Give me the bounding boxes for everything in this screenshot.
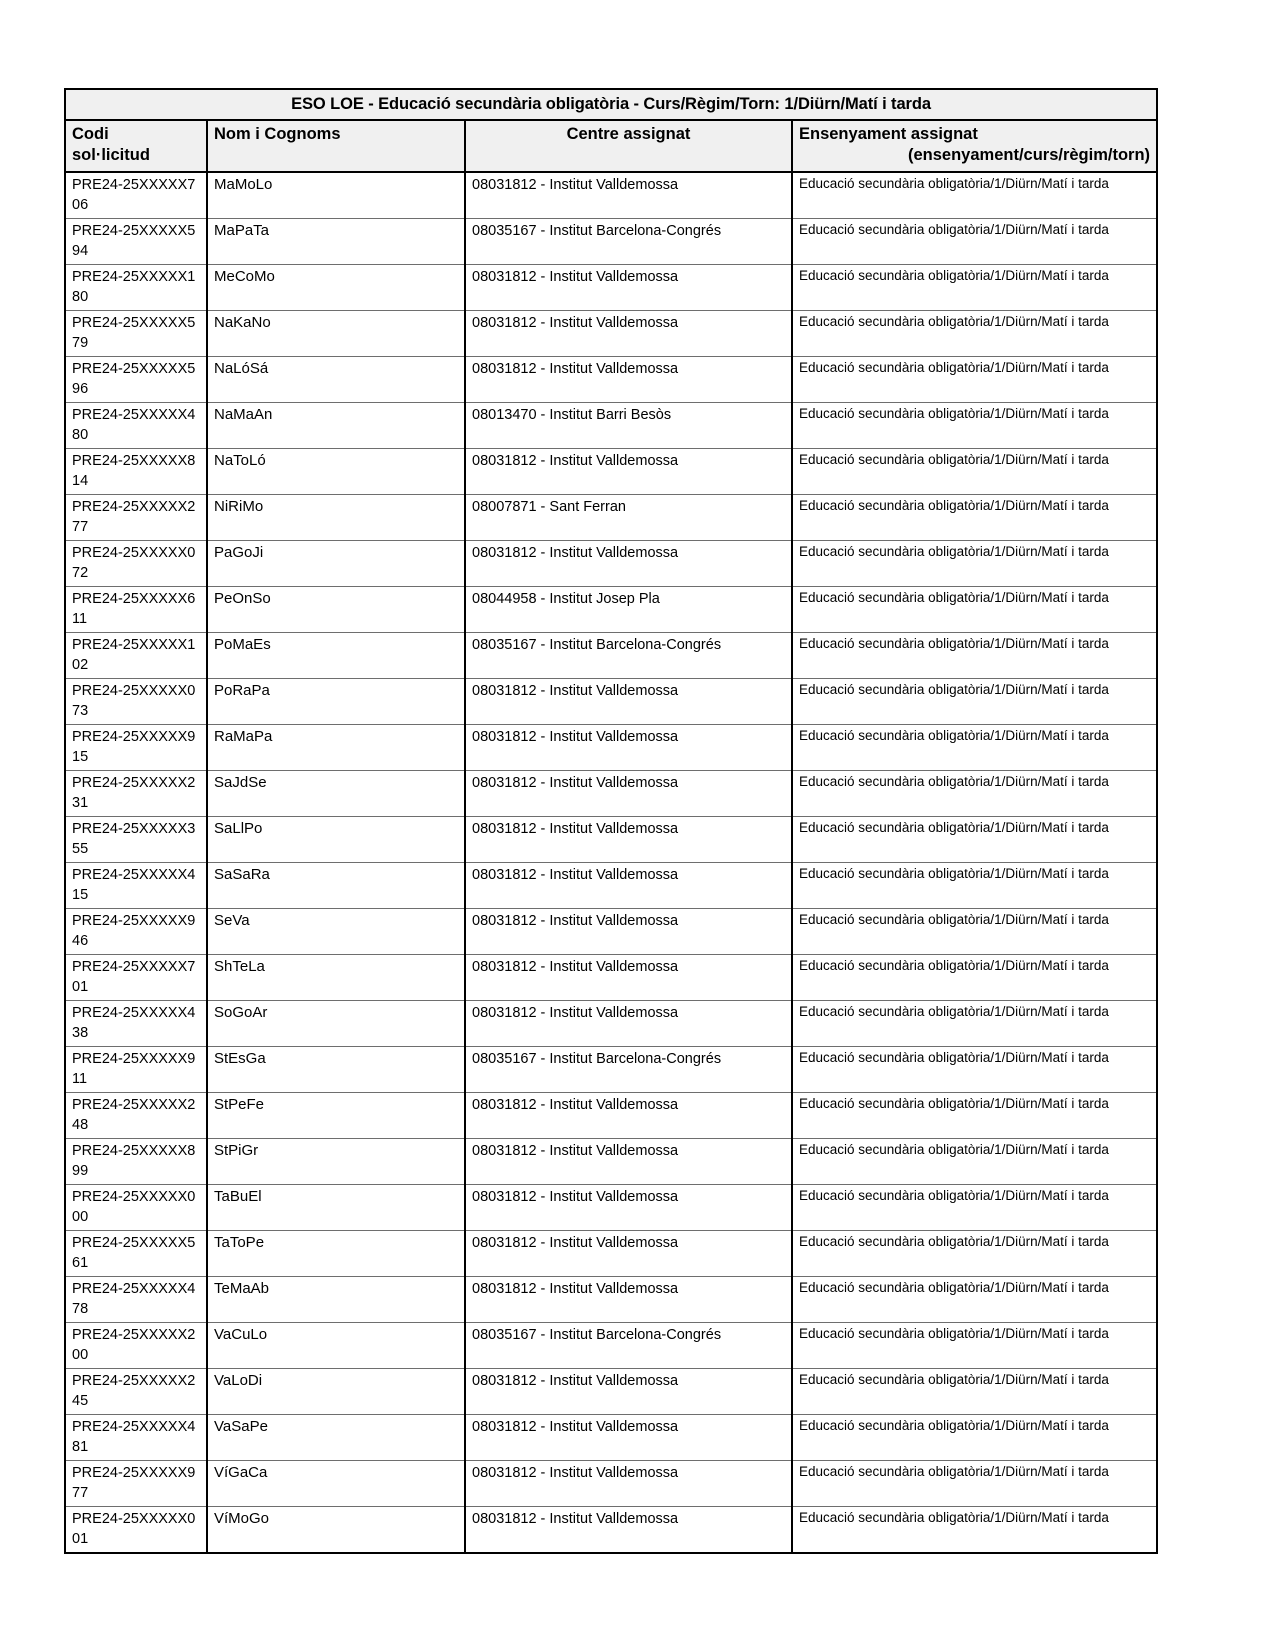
table-row [65, 1139, 1157, 1185]
cell-nom-cognoms: VaLoDi [207, 1369, 465, 1415]
cell-codi-solicitud: PRE24-25XXXXX480 [65, 403, 207, 449]
cell-centre-assignat: 08044958 - Institut Josep Pla [465, 587, 792, 633]
cell-centre-assignat: 08031812 - Institut Valldemossa [465, 265, 792, 311]
cell-centre-assignat: 08035167 - Institut Barcelona-Congrés [465, 1047, 792, 1093]
table-row [65, 587, 1157, 633]
cell-centre-assignat: 08031812 - Institut Valldemossa [465, 1185, 792, 1231]
table-row [65, 449, 1157, 495]
cell-centre-assignat: 08031812 - Institut Valldemossa [465, 1507, 792, 1554]
cell-centre-assignat: 08031812 - Institut Valldemossa [465, 863, 792, 909]
cell-codi-solicitud: PRE24-25XXXXX814 [65, 449, 207, 495]
cell-centre-assignat: 08031812 - Institut Valldemossa [465, 909, 792, 955]
cell-codi-solicitud: PRE24-25XXXXX899 [65, 1139, 207, 1185]
cell-codi-solicitud: PRE24-25XXXXX180 [65, 265, 207, 311]
column-header-codi-solicitud [65, 120, 207, 172]
table-row [65, 863, 1157, 909]
table-row [65, 725, 1157, 771]
table-row [65, 541, 1157, 587]
table-row [65, 1277, 1157, 1323]
cell-nom-cognoms: SaJdSe [207, 771, 465, 817]
cell-ensenyament-assignat: Educació secundària obligatòria/1/Diürn/Matí i tarda [792, 172, 1157, 219]
cell-nom-cognoms: SaSaRa [207, 863, 465, 909]
cell-centre-assignat: 08013470 - Institut Barri Besòs [465, 403, 792, 449]
table-row [65, 357, 1157, 403]
cell-codi-solicitud: PRE24-25XXXXX478 [65, 1277, 207, 1323]
cell-codi-solicitud: PRE24-25XXXXX072 [65, 541, 207, 587]
cell-codi-solicitud: PRE24-25XXXXX481 [65, 1415, 207, 1461]
table-row [65, 1415, 1157, 1461]
cell-nom-cognoms: NaLóSá [207, 357, 465, 403]
table-body [65, 172, 1157, 1553]
cell-ensenyament-assignat: Educació secundària obligatòria/1/Diürn/Matí i tarda [792, 587, 1157, 633]
cell-ensenyament-assignat: Educació secundària obligatòria/1/Diürn/Matí i tarda [792, 1369, 1157, 1415]
cell-nom-cognoms: TeMaAb [207, 1277, 465, 1323]
cell-ensenyament-assignat: Educació secundària obligatòria/1/Diürn/Matí i tarda [792, 449, 1157, 495]
cell-centre-assignat: 08031812 - Institut Valldemossa [465, 172, 792, 219]
cell-ensenyament-assignat: Educació secundària obligatòria/1/Diürn/Matí i tarda [792, 679, 1157, 725]
table-row [65, 679, 1157, 725]
cell-ensenyament-assignat: Educació secundària obligatòria/1/Diürn/Matí i tarda [792, 1185, 1157, 1231]
cell-centre-assignat: 08031812 - Institut Valldemossa [465, 679, 792, 725]
cell-centre-assignat: 08031812 - Institut Valldemossa [465, 1369, 792, 1415]
cell-nom-cognoms: TaBuEl [207, 1185, 465, 1231]
cell-ensenyament-assignat: Educació secundària obligatòria/1/Diürn/Matí i tarda [792, 265, 1157, 311]
cell-codi-solicitud: PRE24-25XXXXX248 [65, 1093, 207, 1139]
cell-ensenyament-assignat: Educació secundària obligatòria/1/Diürn/Matí i tarda [792, 311, 1157, 357]
cell-codi-solicitud: PRE24-25XXXXX701 [65, 955, 207, 1001]
cell-codi-solicitud: PRE24-25XXXXX977 [65, 1461, 207, 1507]
ense-header-line1: Ensenyament assignat [799, 125, 978, 144]
table-row [65, 1231, 1157, 1277]
cell-codi-solicitud: PRE24-25XXXXX594 [65, 219, 207, 265]
title-row [65, 89, 1157, 120]
cell-codi-solicitud: PRE24-25XXXXX001 [65, 1507, 207, 1554]
table-header [65, 89, 1157, 172]
cell-centre-assignat: 08031812 - Institut Valldemossa [465, 817, 792, 863]
table-row [65, 311, 1157, 357]
cell-centre-assignat: 08031812 - Institut Valldemossa [465, 1093, 792, 1139]
cell-centre-assignat: 08031812 - Institut Valldemossa [465, 541, 792, 587]
cell-ensenyament-assignat: Educació secundària obligatòria/1/Diürn/Matí i tarda [792, 1231, 1157, 1277]
cell-nom-cognoms: MaPaTa [207, 219, 465, 265]
column-header-row [65, 120, 1157, 172]
cell-ensenyament-assignat: Educació secundària obligatòria/1/Diürn/Matí i tarda [792, 1507, 1157, 1554]
table-row [65, 633, 1157, 679]
cell-codi-solicitud: PRE24-25XXXXX245 [65, 1369, 207, 1415]
table-row [65, 909, 1157, 955]
cell-ensenyament-assignat: Educació secundària obligatòria/1/Diürn/Matí i tarda [792, 1001, 1157, 1047]
cell-codi-solicitud: PRE24-25XXXXX611 [65, 587, 207, 633]
cell-codi-solicitud: PRE24-25XXXXX706 [65, 172, 207, 219]
cell-ensenyament-assignat: Educació secundària obligatòria/1/Diürn/Matí i tarda [792, 1093, 1157, 1139]
codi-header-line1: Codi [72, 125, 109, 144]
cell-centre-assignat: 08031812 - Institut Valldemossa [465, 1231, 792, 1277]
cell-centre-assignat: 08031812 - Institut Valldemossa [465, 1139, 792, 1185]
cell-ensenyament-assignat: Educació secundària obligatòria/1/Diürn/Matí i tarda [792, 357, 1157, 403]
cell-ensenyament-assignat: Educació secundària obligatòria/1/Diürn/Matí i tarda [792, 219, 1157, 265]
cell-nom-cognoms: StEsGa [207, 1047, 465, 1093]
table-row [65, 1047, 1157, 1093]
cell-centre-assignat: 08035167 - Institut Barcelona-Congrés [465, 1323, 792, 1369]
cell-ensenyament-assignat: Educació secundària obligatòria/1/Diürn/Matí i tarda [792, 955, 1157, 1001]
cell-centre-assignat: 08031812 - Institut Valldemossa [465, 1001, 792, 1047]
cell-nom-cognoms: SaLlPo [207, 817, 465, 863]
cell-nom-cognoms: MeCoMo [207, 265, 465, 311]
cell-ensenyament-assignat: Educació secundària obligatòria/1/Diürn/Matí i tarda [792, 863, 1157, 909]
ense-header-line2: (ensenyament/curs/règim/torn) [907, 145, 1151, 164]
cell-nom-cognoms: NaToLó [207, 449, 465, 495]
table-row [65, 265, 1157, 311]
cell-nom-cognoms: NaKaNo [207, 311, 465, 357]
cell-ensenyament-assignat: Educació secundària obligatòria/1/Diürn/Matí i tarda [792, 495, 1157, 541]
cell-ensenyament-assignat: Educació secundària obligatòria/1/Diürn/Matí i tarda [792, 633, 1157, 679]
cell-nom-cognoms: NiRiMo [207, 495, 465, 541]
cell-nom-cognoms: PoRaPa [207, 679, 465, 725]
cell-codi-solicitud: PRE24-25XXXXX073 [65, 679, 207, 725]
cell-codi-solicitud: PRE24-25XXXXX438 [65, 1001, 207, 1047]
table-row [65, 495, 1157, 541]
cell-centre-assignat: 08031812 - Institut Valldemossa [465, 449, 792, 495]
cell-nom-cognoms: StPeFe [207, 1093, 465, 1139]
cell-nom-cognoms: SoGoAr [207, 1001, 465, 1047]
table-row [65, 1093, 1157, 1139]
cell-codi-solicitud: PRE24-25XXXXX911 [65, 1047, 207, 1093]
cell-codi-solicitud: PRE24-25XXXXX579 [65, 311, 207, 357]
cell-nom-cognoms: VíMoGo [207, 1507, 465, 1554]
cell-centre-assignat: 08031812 - Institut Valldemossa [465, 771, 792, 817]
cell-nom-cognoms: PoMaEs [207, 633, 465, 679]
cell-ensenyament-assignat: Educació secundària obligatòria/1/Diürn/Matí i tarda [792, 1277, 1157, 1323]
table-row [65, 1507, 1157, 1554]
cell-codi-solicitud: PRE24-25XXXXX200 [65, 1323, 207, 1369]
cell-centre-assignat: 08031812 - Institut Valldemossa [465, 311, 792, 357]
column-header-ensenyament-assignat [792, 120, 1157, 172]
cell-nom-cognoms: PeOnSo [207, 587, 465, 633]
cell-nom-cognoms: VaCuLo [207, 1323, 465, 1369]
cell-centre-assignat: 08007871 - Sant Ferran [465, 495, 792, 541]
cell-ensenyament-assignat: Educació secundària obligatòria/1/Diürn/Matí i tarda [792, 1415, 1157, 1461]
cell-centre-assignat: 08031812 - Institut Valldemossa [465, 955, 792, 1001]
table-row [65, 219, 1157, 265]
cell-ensenyament-assignat: Educació secundària obligatòria/1/Diürn/Matí i tarda [792, 771, 1157, 817]
table-row [65, 172, 1157, 219]
cell-centre-assignat: 08035167 - Institut Barcelona-Congrés [465, 219, 792, 265]
cell-ensenyament-assignat: Educació secundària obligatòria/1/Diürn/Matí i tarda [792, 403, 1157, 449]
cell-nom-cognoms: StPiGr [207, 1139, 465, 1185]
column-header-nom-cognoms [207, 120, 465, 172]
cell-codi-solicitud: PRE24-25XXXXX277 [65, 495, 207, 541]
cell-nom-cognoms: ShTeLa [207, 955, 465, 1001]
cell-nom-cognoms: NaMaAn [207, 403, 465, 449]
cell-nom-cognoms: MaMoLo [207, 172, 465, 219]
cell-ensenyament-assignat: Educació secundària obligatòria/1/Diürn/Matí i tarda [792, 817, 1157, 863]
cell-codi-solicitud: PRE24-25XXXXX561 [65, 1231, 207, 1277]
column-header-centre-assignat [465, 120, 792, 172]
cell-ensenyament-assignat: Educació secundària obligatòria/1/Diürn/Matí i tarda [792, 1047, 1157, 1093]
table-row [65, 403, 1157, 449]
cell-codi-solicitud: PRE24-25XXXXX415 [65, 863, 207, 909]
cell-nom-cognoms: TaToPe [207, 1231, 465, 1277]
table-row [65, 955, 1157, 1001]
table-row [65, 817, 1157, 863]
cell-ensenyament-assignat: Educació secundària obligatòria/1/Diürn/Matí i tarda [792, 1461, 1157, 1507]
cell-centre-assignat: 08031812 - Institut Valldemossa [465, 1415, 792, 1461]
cell-ensenyament-assignat: Educació secundària obligatòria/1/Diürn/Matí i tarda [792, 909, 1157, 955]
cell-codi-solicitud: PRE24-25XXXXX946 [65, 909, 207, 955]
cell-ensenyament-assignat: Educació secundària obligatòria/1/Diürn/Matí i tarda [792, 541, 1157, 587]
cell-nom-cognoms: VaSaPe [207, 1415, 465, 1461]
codi-header-line2: sol·licitud [72, 145, 150, 164]
table-title: ESO LOE - Educació secundària obligatòria - Curs/Règim/Torn: 1/Diürn/Matí i tarda [65, 89, 1157, 120]
cell-ensenyament-assignat: Educació secundària obligatòria/1/Diürn/Matí i tarda [792, 1139, 1157, 1185]
table-row [65, 1461, 1157, 1507]
cell-centre-assignat: 08031812 - Institut Valldemossa [465, 357, 792, 403]
cell-centre-assignat: 08035167 - Institut Barcelona-Congrés [465, 633, 792, 679]
table-row [65, 1001, 1157, 1047]
cell-codi-solicitud: PRE24-25XXXXX355 [65, 817, 207, 863]
cell-nom-cognoms: SeVa [207, 909, 465, 955]
table-row [65, 1369, 1157, 1415]
cell-nom-cognoms: PaGoJi [207, 541, 465, 587]
assignments-table [64, 88, 1158, 1554]
cell-codi-solicitud: PRE24-25XXXXX596 [65, 357, 207, 403]
nom-header-label: Nom i Cognoms [214, 125, 341, 144]
cell-codi-solicitud: PRE24-25XXXXX915 [65, 725, 207, 771]
cell-centre-assignat: 08031812 - Institut Valldemossa [465, 725, 792, 771]
cell-codi-solicitud: PRE24-25XXXXX102 [65, 633, 207, 679]
table-row [65, 1185, 1157, 1231]
table-row [65, 771, 1157, 817]
cell-centre-assignat: 08031812 - Institut Valldemossa [465, 1461, 792, 1507]
centre-header-label: Centre assignat [566, 125, 691, 144]
cell-nom-cognoms: RaMaPa [207, 725, 465, 771]
cell-codi-solicitud: PRE24-25XXXXX000 [65, 1185, 207, 1231]
cell-nom-cognoms: VíGaCa [207, 1461, 465, 1507]
table-row [65, 1323, 1157, 1369]
cell-ensenyament-assignat: Educació secundària obligatòria/1/Diürn/Matí i tarda [792, 1323, 1157, 1369]
cell-codi-solicitud: PRE24-25XXXXX231 [65, 771, 207, 817]
cell-centre-assignat: 08031812 - Institut Valldemossa [465, 1277, 792, 1323]
cell-ensenyament-assignat: Educació secundària obligatòria/1/Diürn/Matí i tarda [792, 725, 1157, 771]
